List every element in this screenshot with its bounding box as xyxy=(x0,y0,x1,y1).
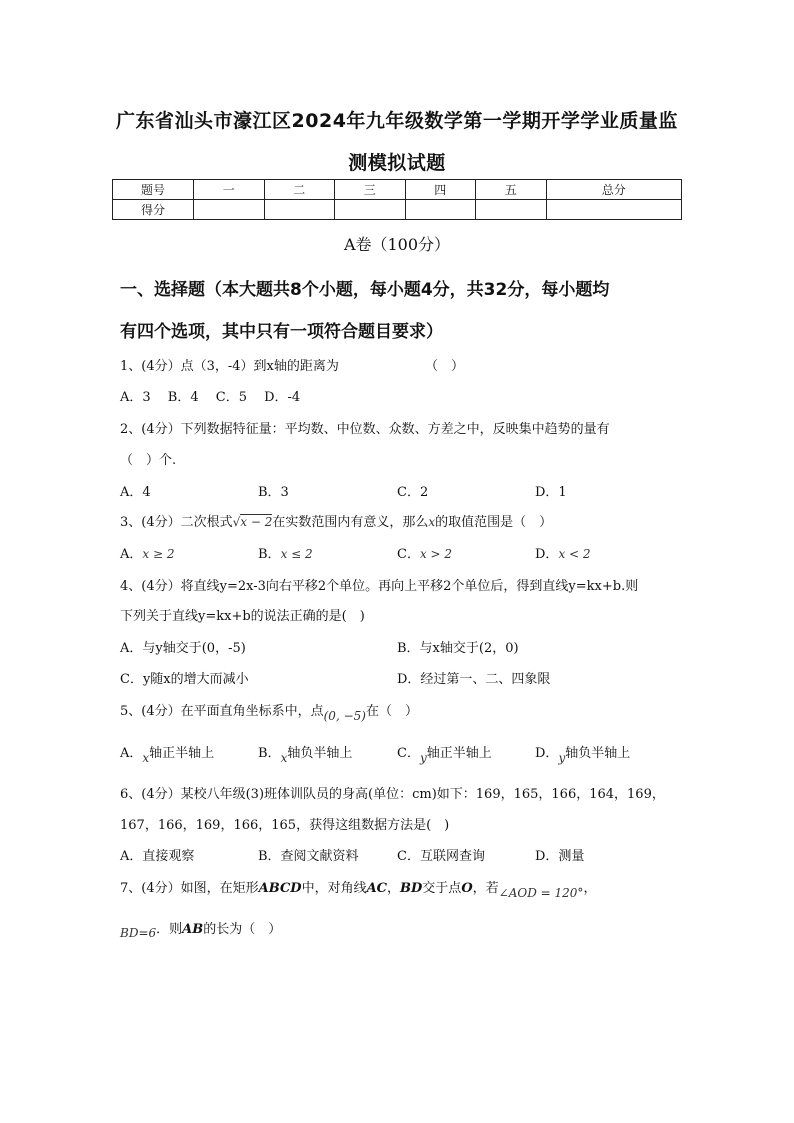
segment-ab: AB xyxy=(182,922,204,937)
score-cell: 二 xyxy=(264,180,335,200)
question-6-line-2: 167，166，169，166，165，获得这组数据方法是( ) xyxy=(120,818,450,833)
question-5 xyxy=(120,700,418,723)
option-c xyxy=(397,742,492,765)
question-2-line-2: （ ）个. xyxy=(120,453,177,468)
axis-variable: x xyxy=(142,751,150,765)
point-coordinates: (0, −5) xyxy=(323,709,366,723)
axis-variable: y xyxy=(558,751,566,765)
option-a: A．4 xyxy=(120,485,151,500)
option-c xyxy=(397,543,452,562)
question-7 xyxy=(120,877,597,900)
option-label: C． xyxy=(397,547,420,562)
option-label: B． xyxy=(258,746,281,761)
question-text: 3、(4分）二次根式 xyxy=(120,515,233,530)
point-o: O xyxy=(461,881,473,896)
angle-expression: ∠AOD = 120° xyxy=(498,886,584,900)
option-d: D．测量 xyxy=(535,849,585,864)
question-text: 的长为（ ） xyxy=(203,922,282,937)
question-text: 7、(4分）如图，在矩形 xyxy=(120,881,259,896)
radicand: x − 2 xyxy=(240,515,273,529)
option-label: B． xyxy=(258,547,281,562)
option-b xyxy=(258,543,313,562)
option-c: C．y随x的增大而减小 xyxy=(120,672,249,687)
option-math: x ≤ 2 xyxy=(280,547,313,561)
option-b: B．3 xyxy=(258,485,289,500)
axis-variable: y xyxy=(419,751,427,765)
option-a xyxy=(120,543,174,562)
question-3 xyxy=(120,511,552,530)
sqrt-icon: √ xyxy=(232,515,241,529)
score-input-cell[interactable] xyxy=(264,200,335,220)
option-text: 轴正半轴上 xyxy=(149,746,215,761)
question-text: ．则 xyxy=(156,922,183,937)
question-text: 在实数范围内有意义，那么 xyxy=(272,515,429,530)
exam-title-line-2: 测模拟试题 xyxy=(348,152,446,174)
option-d: D．1 xyxy=(535,485,567,500)
option-d xyxy=(535,543,591,562)
score-cell: 题号 xyxy=(113,180,194,200)
score-table xyxy=(112,179,682,220)
score-input-cell[interactable] xyxy=(335,200,406,220)
rect-name: ABCD xyxy=(258,881,302,896)
option-math: x < 2 xyxy=(558,547,591,561)
question-text: 中，对角线 xyxy=(301,881,367,896)
option-text: 轴负半轴上 xyxy=(565,746,631,761)
score-input-cell[interactable] xyxy=(405,200,476,220)
score-table-score-row xyxy=(113,200,682,220)
exam-title-line-1: 广东省汕头市濠江区2024年九年级数学第一学期开学学业质量监 xyxy=(116,110,678,132)
question-text: ， xyxy=(583,881,597,896)
option-c: C．2 xyxy=(397,485,429,500)
option-label: D． xyxy=(535,746,559,761)
option-b: B．与x轴交于(2，0) xyxy=(397,641,519,656)
option-b xyxy=(258,742,353,765)
axis-variable: x xyxy=(280,751,288,765)
option-a xyxy=(120,742,215,765)
sqrt-expression xyxy=(233,514,273,529)
score-cell: 得分 xyxy=(113,200,194,220)
option-c: C．互联网查询 xyxy=(397,849,485,864)
variable: x xyxy=(428,515,436,529)
question-text: 1、(4分）点（3，-4）到x轴的距离为 xyxy=(120,359,339,374)
option-label: D． xyxy=(535,547,559,562)
score-cell: 五 xyxy=(476,180,547,200)
question-6: 6、(4分）某校八年级(3)班体训队员的身高(单位：cm)如下：169，165，166，164，169， xyxy=(120,787,665,802)
option-text: 轴正半轴上 xyxy=(426,746,492,761)
option-d: D．经过第一、二、四象限 xyxy=(397,672,551,687)
question-4: 4、(4分）将直线y=2x-3向右平移2个单位。再向上平移2个单位后，得到直线y=kx+b.则 xyxy=(120,579,639,594)
option-a: A．直接观察 xyxy=(120,849,195,864)
score-cell: 四 xyxy=(405,180,476,200)
bd-length: BD=6 xyxy=(120,926,157,940)
question-1-options: A．3 B．4 C．5 D．-4 xyxy=(120,390,301,405)
option-label: A． xyxy=(120,547,143,562)
question-text: 在（ ） xyxy=(365,704,418,719)
score-cell: 总分 xyxy=(546,180,682,200)
option-a: A．与y轴交于(0，-5) xyxy=(120,641,246,656)
part-one-heading-line-2: 有四个选项，其中只有一项符合题目要求） xyxy=(120,322,443,342)
question-text: 交于点 xyxy=(422,881,462,896)
score-table-header-row xyxy=(113,180,682,200)
score-input-cell[interactable] xyxy=(476,200,547,220)
diagonal-ac: AC xyxy=(366,881,388,896)
score-cell: 一 xyxy=(194,180,265,200)
score-input-cell[interactable] xyxy=(194,200,265,220)
score-cell: 三 xyxy=(335,180,406,200)
diagonal-bd: BD xyxy=(400,881,423,896)
question-text: 5、(4分）在平面直角坐标系中，点 xyxy=(120,704,324,719)
question-4-line-2: 下列关于直线y=kx+b的说法正确的是( ) xyxy=(120,609,365,624)
option-b: B．查阅文献资料 xyxy=(258,849,359,864)
question-2: 2、(4分）下列数据特征量：平均数、中位数、众数、方差之中，反映集中趋势的量有 xyxy=(120,422,610,437)
option-text: 轴负半轴上 xyxy=(287,746,353,761)
option-d xyxy=(535,742,631,765)
section-a-heading: A卷（100分） xyxy=(343,235,451,254)
option-math: x ≥ 2 xyxy=(142,547,175,561)
part-one-heading-line-1: 一、选择题（本大题共8个小题，每小题4分，共32分，每小题均 xyxy=(120,280,610,300)
option-label: C． xyxy=(397,746,420,761)
question-7-line-2 xyxy=(120,918,282,940)
answer-paren: （ ） xyxy=(425,359,465,374)
option-label: A． xyxy=(120,746,143,761)
score-input-cell[interactable] xyxy=(546,200,682,220)
comma: ， xyxy=(387,881,401,896)
question-1 xyxy=(120,355,339,374)
option-math: x > 2 xyxy=(419,547,453,561)
question-text: ，若 xyxy=(472,881,499,896)
question-text: 的取值范围是（ ） xyxy=(435,515,553,530)
